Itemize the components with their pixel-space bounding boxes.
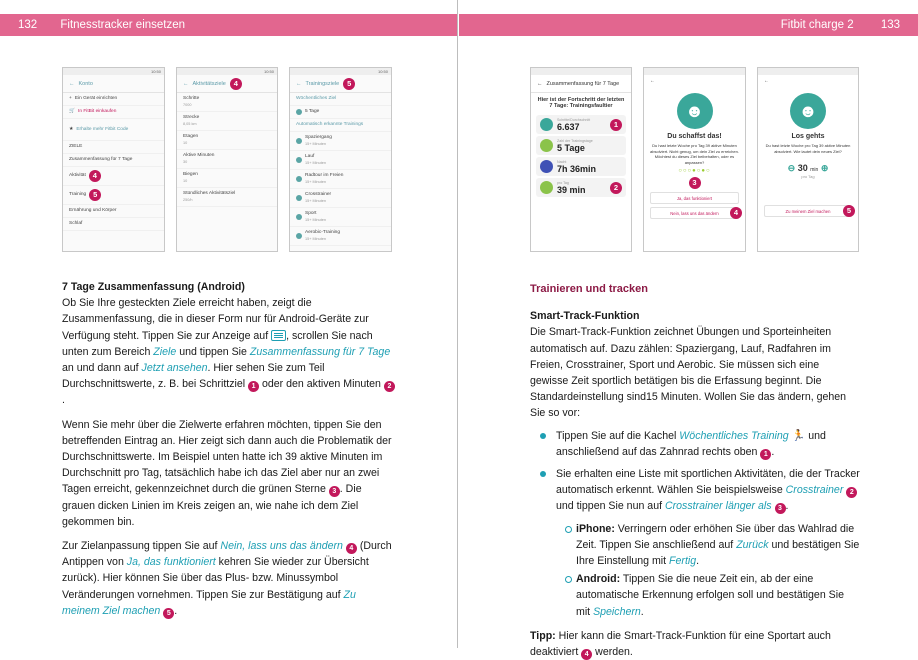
trainer-avatar-icon: ☻ — [790, 93, 826, 129]
callout-badge: 4 — [89, 170, 101, 182]
screenshot-aktivitaetsziele — [176, 67, 278, 252]
change-button[interactable]: Nein, lass uns das ändern 4 — [650, 207, 739, 219]
callout-badge: 1 — [610, 119, 622, 131]
per-day-label: pro Tag — [801, 174, 815, 179]
star-icon: ★ — [69, 126, 74, 132]
plus-icon: + — [69, 96, 72, 101]
list-item: Crosstrainer 15+ Minuten — [290, 189, 391, 208]
moon-icon — [540, 160, 553, 173]
callout-badge: 1 — [760, 449, 771, 460]
app-bar: ← Konto — [63, 75, 164, 93]
aerobic-icon — [296, 233, 302, 239]
list-item: Wöchentliches Ziel — [290, 93, 391, 106]
app-bar: ← Zusammenfassung für 7 Tage — [531, 75, 631, 93]
status-bar: 10:50 — [290, 68, 391, 75]
right-page — [459, 0, 918, 659]
list-item: Biegen 10 — [177, 169, 277, 188]
list-item: + Ein Gerät einrichten — [63, 93, 164, 106]
callout-badge: 2 — [384, 381, 395, 392]
list-item: Aerobic-Training 15+ Minuten — [290, 227, 391, 246]
section-title: 7 Tage Zusammenfassung (Android) — [62, 281, 245, 293]
list-item: Spaziergang 15+ Minuten — [290, 132, 391, 151]
callout-badge: 4 — [346, 543, 357, 554]
goal-circles: ○○○●○●○ — [678, 168, 711, 174]
dialog-text: Du hast letzte Woche pro Tag 39 aktive Minuten absolviert. Wie lautet dein neues Ziel? — [765, 143, 851, 154]
list-item: ZIELE — [63, 141, 164, 154]
tile-active-minutes: pro Tag 39 min 2 — [536, 178, 626, 197]
crosstrainer-icon — [296, 195, 302, 201]
tile-sleep: Nacht 7h 36min — [536, 157, 626, 176]
callout-badge: 4 — [581, 649, 592, 660]
paragraph: Zur Zielanpassung tippen Sie auf Nein, lass uns das ändern 4 (Durch Antippen von Ja, das funktioniert kehren Sie wieder zur Übersicht zurück). Hier können Sie über das Plus- bzw. Minussymbol Veränderungen vornehmen. Tippen Sie zur Bestätigung auf Zu meinem Ziel machen 5 . — [62, 540, 392, 617]
runner-icon: 🏃 — [791, 429, 806, 442]
paragraph: Ob Sie Ihre gesteckten Ziele erreicht haben, zeigt die Zusammenfassung, die in dieser Form nur für Android-Geräte zur Verfügung steht. Tippen Sie zur Anzeige auf , scrollen Sie nach unten zum Bereich Ziele und tippen Sie Zusammenfassung für 7 Tage an und dann auf Jetzt ansehen. Hier sehen Sie zum Teil Durchschnittswerte, z. B. bei Schrittziel 1 oder den aktiven Minuten 2. — [62, 295, 396, 408]
list-item: Schritte 7000 — [177, 93, 277, 112]
tile-steps: Schritte/Durchschnitt 6.637 1 — [536, 115, 626, 134]
list-item: 5 Tage — [290, 106, 391, 119]
back-arrow-icon: ← — [69, 80, 75, 87]
back-arrow-icon: ← — [650, 78, 655, 84]
back-arrow-icon: ← — [764, 78, 769, 84]
walk-icon — [296, 138, 302, 144]
bullet-item: Sie erhalten eine Liste mit sportlichen Aktivitäten, die der Tracker automatisch erkennt. Wählen Sie beispielsweise Crosstrainer 2 und tippen Sie nun auf Crosstrainer länger als 3 . — [530, 466, 860, 515]
list-item: Strecke 8,05 km — [177, 112, 277, 131]
screenshot-los-gehts — [757, 67, 859, 252]
list-item: Etagen 10 — [177, 131, 277, 150]
plus-icon[interactable]: ⊕ — [820, 163, 829, 173]
chapter-title: Fitnesstracker einsetzen — [60, 19, 186, 31]
chapter-title: Fitbit charge 2 — [780, 19, 854, 31]
back-arrow-icon: ← — [183, 80, 189, 87]
left-page — [0, 0, 458, 648]
flame-icon — [540, 181, 553, 194]
list-item: Training 5 — [63, 186, 164, 205]
app-bar: ← Aktivitätsziele 4 — [177, 75, 277, 93]
right-body-text — [530, 281, 860, 660]
trainer-avatar-icon: ☻ — [677, 93, 713, 129]
cart-icon: 🛒 — [69, 109, 75, 114]
goal-stepper[interactable]: ⊖ 30 min ⊕ — [787, 163, 829, 173]
status-bar: 10:50 — [63, 68, 164, 75]
callout-badge: 3 — [329, 486, 340, 497]
left-body-text — [62, 279, 396, 619]
runner-icon — [540, 139, 553, 152]
paragraph: Wenn Sie mehr über die Zielwerte erfahren möchten, tippen Sie den betreffenden Eintrag an. Hier zeigt sich dann auch die Problematik der Durchschnittswerte. Im Beispiel unten hatte ich 39 aktive Minuten im Durchschnitt pro Tag, tatsächlich habe ich das Ziel aber nur an zwei Tagen erreicht, gekennzeichnet durch die grünen Sterne 3 . Die grauen dicken Linien im Kreis zeigen an, wie nahe ich dem Ziel gekommen bin. — [62, 418, 392, 528]
run-icon — [296, 157, 302, 163]
save-goal-button[interactable]: Zu meinem Ziel machen 5 — [764, 205, 852, 217]
target-icon — [296, 109, 302, 115]
back-arrow-icon: ← — [296, 80, 302, 87]
list-item: Automatisch erkannte Trainings — [290, 119, 391, 132]
page-number: 132 — [18, 19, 38, 31]
callout-badge: 5 — [163, 608, 174, 619]
list-icon — [271, 330, 286, 341]
status-bar — [644, 68, 745, 75]
callout-badge: 3 — [775, 503, 786, 514]
screenshot-du-schaffst-das — [643, 67, 746, 252]
page-number: 133 — [880, 19, 900, 31]
list-item: Ernährung und Körper — [63, 205, 164, 218]
section-heading: Trainieren und tracken — [530, 283, 648, 295]
subsection-heading: Smart-Track-Funktion — [530, 310, 640, 323]
list-item: 🛒 In FitBit einkaufen — [63, 106, 164, 119]
list-item: Sport 15+ Minuten — [290, 208, 391, 227]
callout-badge: 4 — [230, 78, 242, 90]
bike-icon — [296, 176, 302, 182]
callout-badge: 2 — [846, 487, 857, 498]
callout-badge: 5 — [343, 78, 355, 90]
callout-badge: 5 — [89, 189, 101, 201]
sub-bullet-item: Android: Tippen Sie die neue Zeit ein, ab der eine automatische Erkennung erfolgen soll und bestätigen Sie mit Speichern. — [530, 571, 860, 620]
screenshot-konto — [62, 67, 165, 252]
list-item: Schlaf — [63, 218, 164, 231]
callout-badge: 2 — [610, 182, 622, 194]
list-item: Radtour im Freien 15+ Minuten — [290, 170, 391, 189]
callout-badge: 3 — [689, 177, 701, 189]
screenshot-trainingsziele — [289, 67, 392, 252]
callout-badge: 5 — [843, 205, 855, 217]
summary-heading: Hier ist der Fortschritt der letzten 7 Tage: Trainingsfaultier — [537, 97, 625, 109]
screenshot-zusammenfassung — [530, 67, 632, 252]
minus-icon[interactable]: ⊖ — [787, 163, 796, 173]
callout-badge: 4 — [730, 207, 742, 219]
app-bar: ← Trainingsziele 5 — [290, 75, 391, 93]
sport-icon — [296, 214, 302, 220]
list-item: Zusammenfassung für 7 Tage — [63, 154, 164, 167]
confirm-button[interactable]: Ja, das funktioniert — [650, 192, 739, 204]
dialog-text: Du hast letzte Woche pro Tag 39 aktive Minuten absolviert. Nicht genug, um dein Ziel zu erreichen. Möchtest du dieses Ziel beibehalten, oder es anpassen? — [650, 143, 739, 165]
tip-paragraph: Tipp: Hier kann die Smart-Track-Funktion für eine Sportart auch deaktiviert 4 werden. — [530, 629, 831, 659]
list-item: Aktivität 4 — [63, 167, 164, 186]
list-item: Stündliches Aktivitätsziel 250/h — [177, 188, 277, 207]
paragraph: Die Smart-Track-Funktion zeichnet Übungen und Sporteinheiten automatisch auf. Dazu zählen: Spaziergang, Lauf, Radfahren im Freien, Crosstrainer, Sport und Aerobic. Sie müssen sich eine gewisse Zeit sportlich betätigen bis die Erfassung beginnt. Die Standardeinstellung sind15 Minuten. Wollen Sie das ändern, gehen Sie so vor: — [530, 326, 847, 420]
back-arrow-icon: ← — [537, 80, 543, 87]
bullet-item: Tippen Sie auf die Kachel Wöchentliches Training 🏃 und anschließend auf das Zahnrad rechts oben 1 . — [530, 428, 860, 460]
list-item: Lauf 15+ Minuten — [290, 151, 391, 170]
list-item: Aktive Minuten 30 — [177, 150, 277, 169]
sub-bullet-item: iPhone: Verringern oder erhöhen Sie über das Wahlrad die Zeit. Tippen Sie anschließend auf Zurück und bestätigen Sie Ihre Einstellung mit Fertig. — [530, 521, 860, 570]
left-header — [0, 14, 457, 36]
tile-training: Zahl der Trainingstage 5 Tage — [536, 136, 626, 155]
list-item: ★ Erhalte mehr Fitbit Code — [63, 119, 164, 141]
callout-badge: 1 — [248, 381, 259, 392]
dialog-title: Los gehts — [791, 133, 825, 140]
status-bar: 10:50 — [177, 68, 277, 75]
status-bar — [758, 68, 858, 75]
dialog-title: Du schaffst das! — [667, 133, 722, 140]
right-header — [459, 14, 918, 36]
steps-icon — [540, 118, 553, 131]
